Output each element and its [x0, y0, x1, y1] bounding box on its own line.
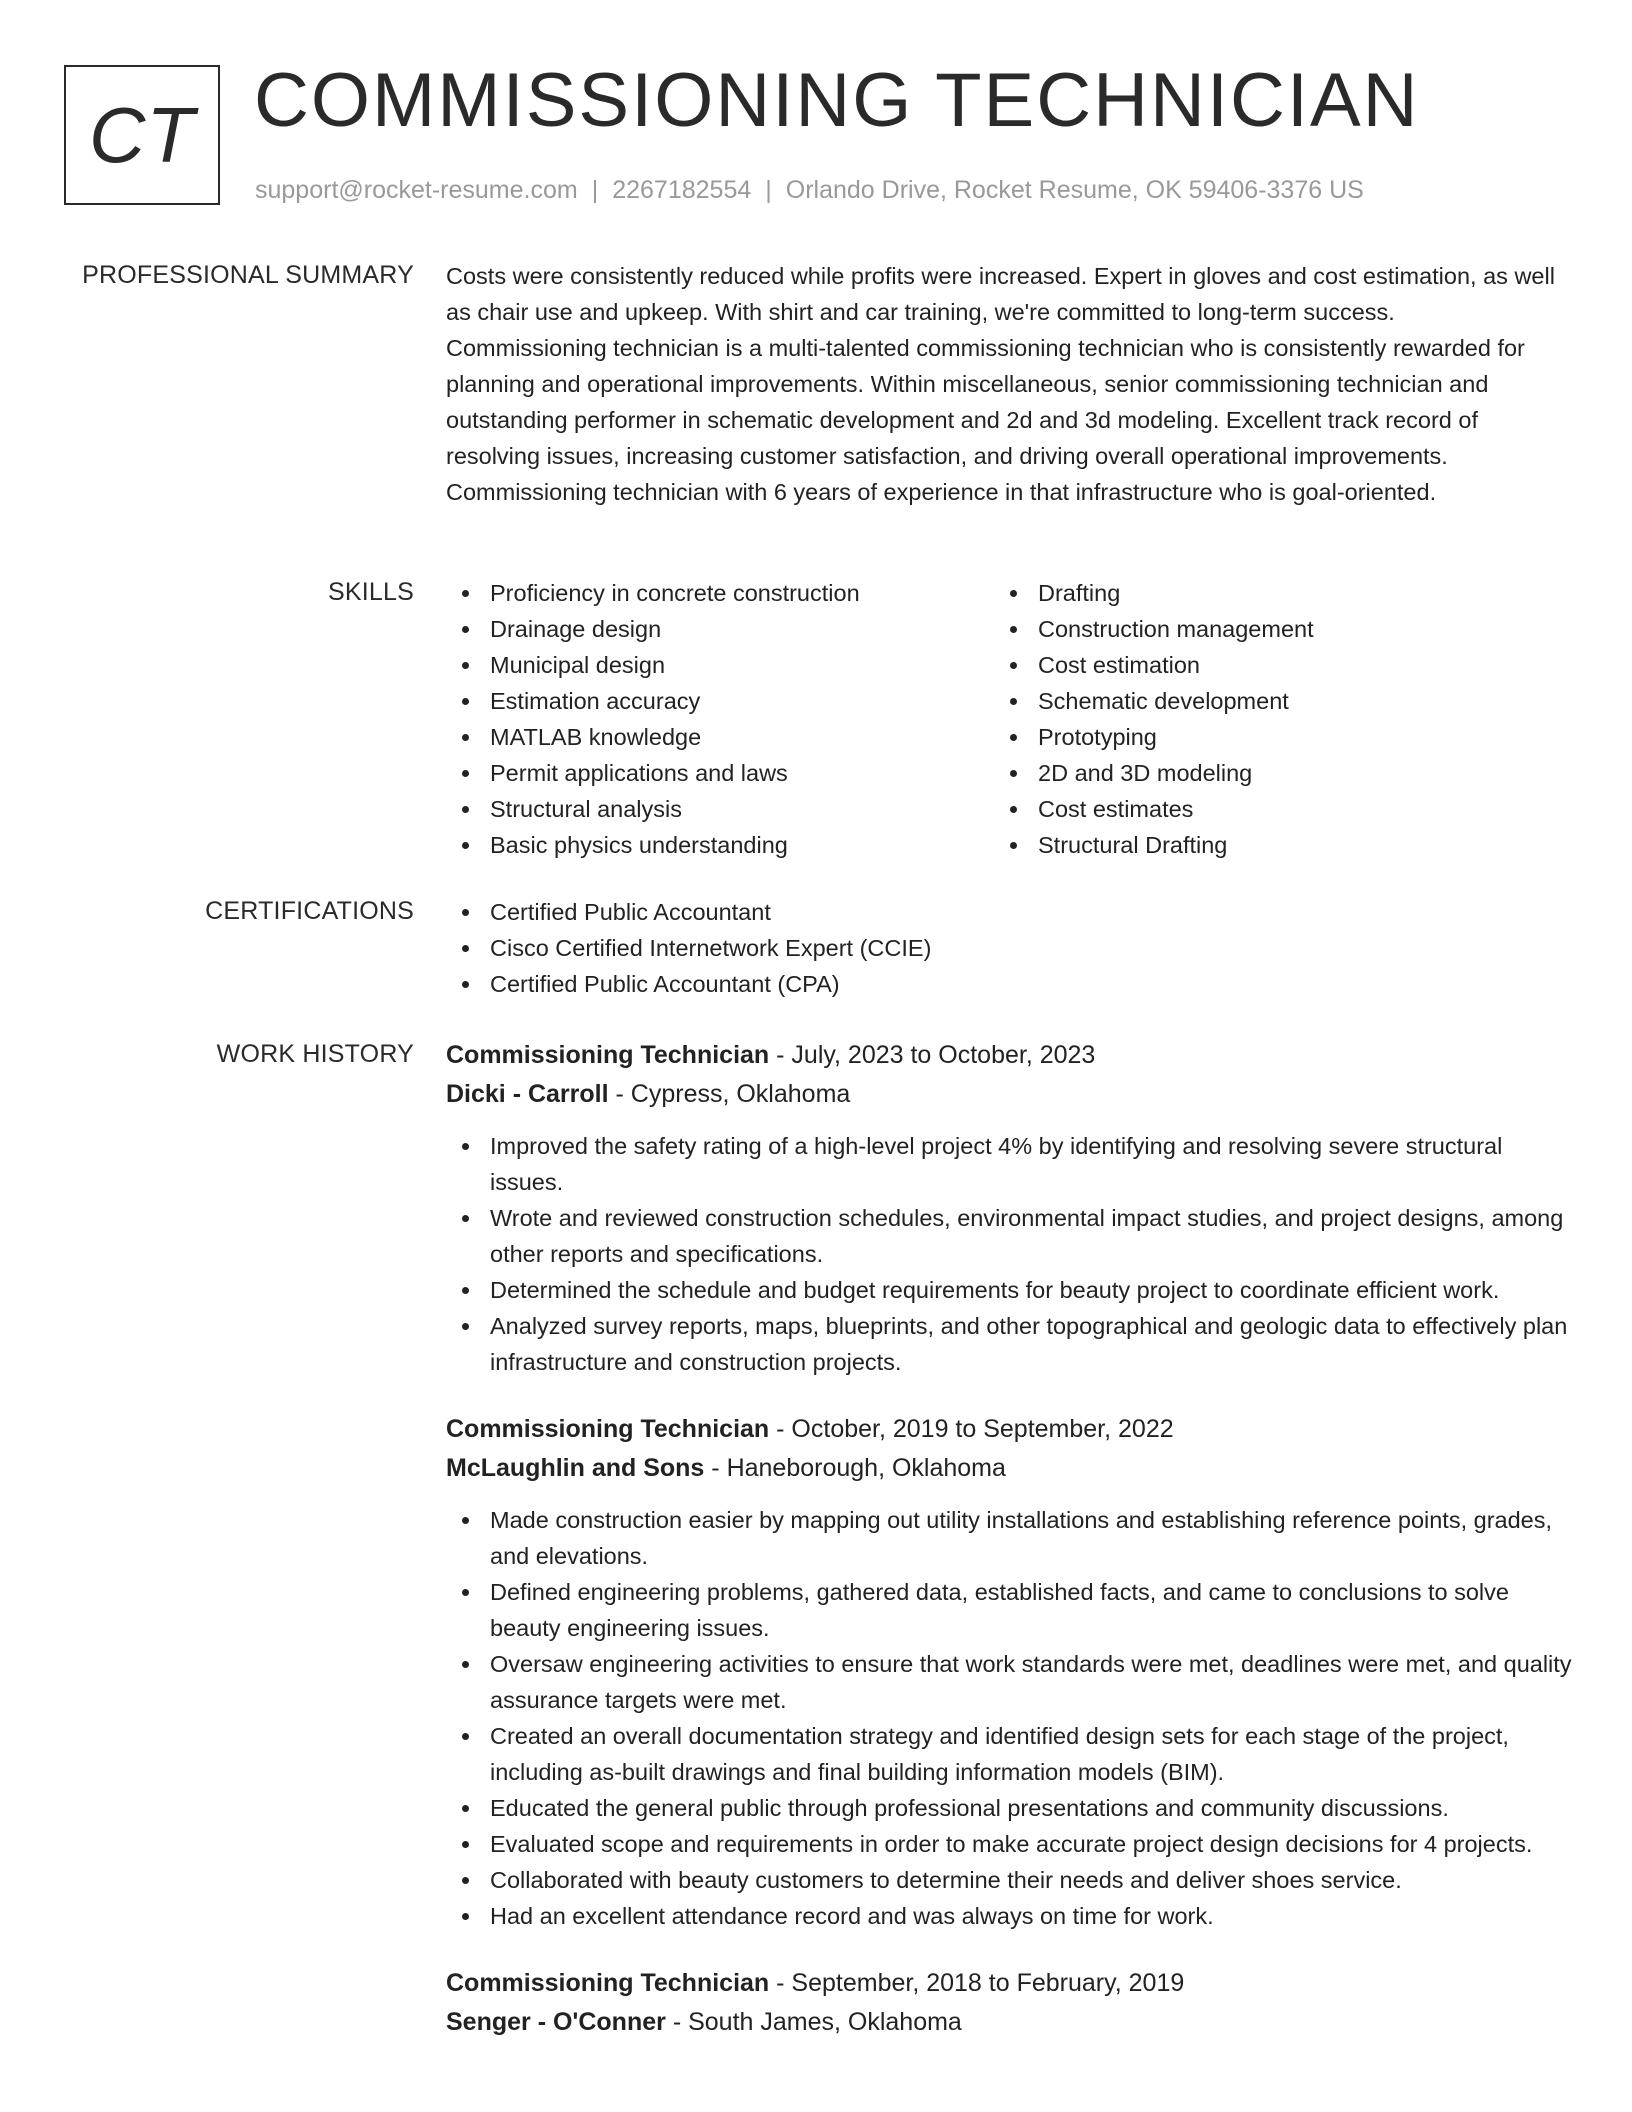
job-bullet: Educated the general public through professional presentations and community discussions.: [446, 1790, 1576, 1826]
job-dash: -: [665, 2008, 689, 2036]
certifications-list: [446, 894, 1576, 1002]
job-company: McLaughlin and Sons: [446, 1454, 705, 1482]
certifications-heading: CERTIFICATIONS: [205, 897, 414, 925]
resume-title: COMMISSIONING TECHNICIAN: [254, 58, 1420, 143]
job-entry: [446, 1036, 1576, 1380]
job-bullets: [446, 1128, 1576, 1380]
job-dash: -: [769, 1969, 792, 1997]
work-history-heading: WORK HISTORY: [216, 1040, 414, 1068]
job-bullet: Determined the schedule and budget requirements for beauty project to coordinate efficient work.: [446, 1272, 1576, 1308]
contact-address: Orlando Drive, Rocket Resume, OK 59406-3376 US: [785, 176, 1364, 204]
job-dash: -: [769, 1041, 792, 1069]
job-bullet: Analyzed survey reports, maps, blueprints, and other topographical and geologic data to effectively plan infrastructure and construction projects.: [446, 1308, 1576, 1380]
skill-item: Municipal design: [446, 647, 994, 683]
skill-item: Prototyping: [994, 719, 1542, 755]
job-bullet: Evaluated scope and requirements in order to make accurate project design decisions for 4 projects.: [446, 1826, 1576, 1862]
skills-list-right: [994, 575, 1542, 863]
job-title: Commissioning Technician: [446, 1969, 770, 1997]
skill-item: Basic physics understanding: [446, 827, 994, 863]
certification-item: Certified Public Accountant: [446, 894, 1576, 930]
job-bullet: Created an overall documentation strategy and identified design sets for each stage of the project, including as-built drawings and final building information models (BIM).: [446, 1718, 1576, 1790]
job-bullets: [446, 1502, 1576, 1934]
summary-heading: PROFESSIONAL SUMMARY: [82, 261, 414, 289]
job-bullet: Wrote and reviewed construction schedules, environmental impact studies, and project designs, among other reports and specifications.: [446, 1200, 1576, 1272]
job-entry: [446, 1964, 1576, 2042]
skills-heading: SKILLS: [328, 578, 414, 606]
job-dates: September, 2018 to February, 2019: [791, 1969, 1185, 1997]
job-dash: -: [608, 1080, 631, 1108]
skill-item: Schematic development: [994, 683, 1542, 719]
job-title: Commissioning Technician: [446, 1041, 770, 1069]
job-dates: July, 2023 to October, 2023: [791, 1041, 1096, 1069]
skill-item: Drafting: [994, 575, 1542, 611]
job-entry: [446, 1410, 1576, 1934]
skill-item: 2D and 3D modeling: [994, 755, 1542, 791]
job-bullet: Defined engineering problems, gathered data, established facts, and came to conclusions to solve beauty engineering issues.: [446, 1574, 1576, 1646]
contact-phone[interactable]: 2267182554: [612, 176, 752, 204]
job-location: South James, Oklahoma: [688, 2008, 962, 2036]
contact-separator: |: [765, 176, 772, 204]
job-bullet: Made construction easier by mapping out utility installations and establishing reference points, grades, and elevations.: [446, 1502, 1576, 1574]
job-company-line: [446, 2003, 1576, 2042]
contact-line: [255, 174, 1364, 206]
skill-item: Drainage design: [446, 611, 994, 647]
skill-item: Structural Drafting: [994, 827, 1542, 863]
contact-email[interactable]: support@rocket-resume.com: [255, 176, 578, 204]
job-title: Commissioning Technician: [446, 1415, 770, 1443]
job-title-line: [446, 1036, 1576, 1075]
job-company-line: [446, 1449, 1576, 1488]
monogram-initials: CT: [89, 90, 195, 179]
monogram-box: [64, 65, 220, 205]
job-location: Cypress, Oklahoma: [630, 1080, 851, 1108]
certification-item: Certified Public Accountant (CPA): [446, 966, 1576, 1002]
job-bullet: Had an excellent attendance record and was always on time for work.: [446, 1898, 1576, 1934]
job-location: Haneborough, Oklahoma: [726, 1454, 1006, 1482]
job-dash: -: [704, 1454, 727, 1482]
job-company: Senger - O'Conner: [446, 2008, 666, 2036]
certifications-section: [446, 894, 1576, 1002]
summary-text: Costs were consistently reduced while profits were increased. Expert in gloves and cost estimation, as well as chair use and upkeep. With shirt and car training, we're committed to long-term success. Commissioning technician is a multi-talented commissioning technician who is consistently rewarded for planning and operational improvements. Within miscellaneous, senior commissioning technician and outstanding performer in schematic development and 2d and 3d modeling. Excellent track record of resolving issues, increasing customer satisfaction, and driving overall operational improvements. Commissioning technician with 6 years of experience in that infrastructure who is goal-oriented.: [446, 263, 1555, 505]
job-company-line: [446, 1075, 1576, 1114]
skill-item: Proficiency in concrete construction: [446, 575, 994, 611]
skill-item: MATLAB knowledge: [446, 719, 994, 755]
skill-item: Permit applications and laws: [446, 755, 994, 791]
work-history-section: [446, 1036, 1576, 2042]
certification-item: Cisco Certified Internetwork Expert (CCIE): [446, 930, 1576, 966]
skill-item: Estimation accuracy: [446, 683, 994, 719]
skill-item: Cost estimates: [994, 791, 1542, 827]
contact-separator: |: [591, 176, 599, 204]
job-dates: October, 2019 to September, 2022: [791, 1415, 1174, 1443]
job-bullet: Collaborated with beauty customers to determine their needs and deliver shoes service.: [446, 1862, 1576, 1898]
job-title-line: [446, 1410, 1576, 1449]
skills-columns: [446, 575, 1576, 863]
summary-section: [446, 258, 1576, 510]
skills-section: [446, 575, 1576, 863]
job-title-line: [446, 1964, 1576, 2003]
skill-item: Construction management: [994, 611, 1542, 647]
job-bullet: Improved the safety rating of a high-level project 4% by identifying and resolving severe structural issues.: [446, 1128, 1576, 1200]
job-company: Dicki - Carroll: [446, 1080, 609, 1108]
job-dash: -: [769, 1415, 792, 1443]
skill-item: Structural analysis: [446, 791, 994, 827]
job-bullet: Oversaw engineering activities to ensure that work standards were met, deadlines were met, and quality assurance targets were met.: [446, 1646, 1576, 1718]
skill-item: Cost estimation: [994, 647, 1542, 683]
skills-list-left: [446, 575, 994, 863]
